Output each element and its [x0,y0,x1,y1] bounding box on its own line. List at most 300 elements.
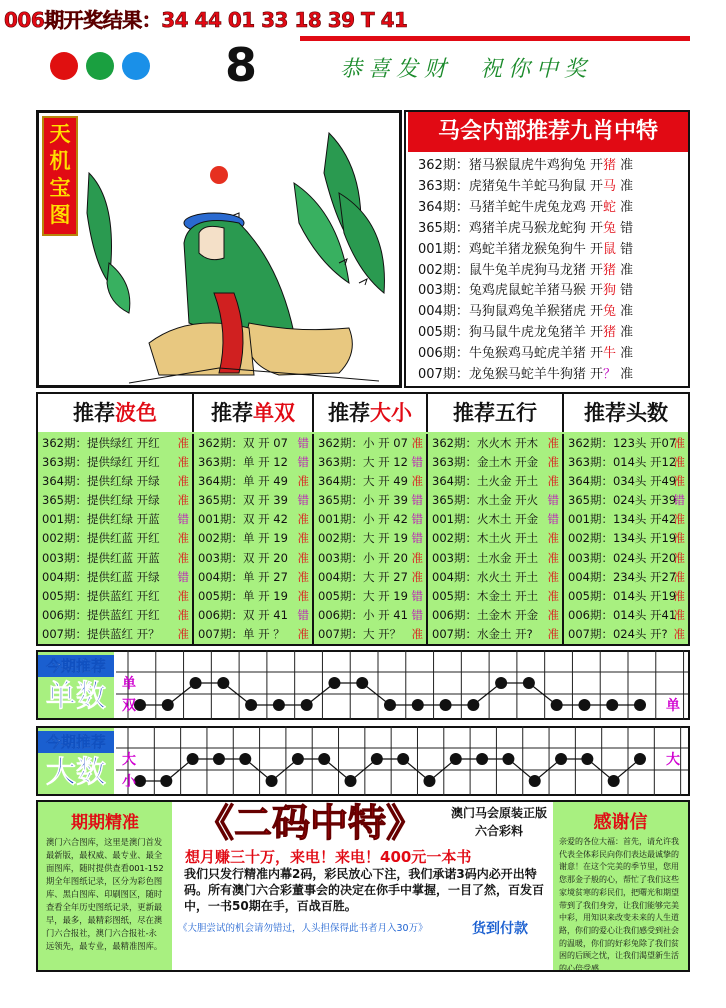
trend-point [523,677,535,689]
grid-row-mark: 准 [177,493,189,508]
grid-row-text: 362期：水火木 开木 [432,436,539,450]
grid-row-mark: 准 [547,455,559,470]
column-body [38,434,194,644]
column-header-a: 推荐 [328,401,370,425]
grid-row-mark: 准 [673,512,685,527]
column-header-b: 大小 [370,401,412,425]
grid-row-text: 363期：金土木 开金 [432,455,539,470]
trend-point [160,775,172,787]
zodiac-row-mark: 准 [615,178,634,194]
zodiac-row-hit: 猪 [602,262,616,278]
grid-row-mark: 错 [673,493,685,508]
sky-chart-label: 天机宝图 [42,116,78,236]
grid-row-text: 004期：234头 开27 [568,569,677,584]
grid-row-text: 007期：024头 开? [568,626,668,641]
grid-row-mark: 准 [177,626,189,641]
zodiac-row-hit: ？ [602,367,616,382]
grid-row-mark: 准 [411,626,423,641]
grid-row [428,625,562,644]
zodiac-row-mark: 错 [615,220,634,236]
grid-row-mark: 准 [177,455,189,470]
grid-row-mark: 准 [411,474,423,489]
trend-point [495,677,507,689]
grid-row-mark: 错 [177,512,189,527]
left-ad-text: 澳门六合图库，这里是澳门首发最新版，最权威、最专业、最全面图库，随时提供查看001-152期全年图纸记录，区分为彩色图库、黑白图库、印刷图区，随时查看全年历史图纸记录，更新最早，最多，最精彩图纸，尽在澳门六合报社，澳门六合报社-永远领先，最专业，最精准图库。 [46,837,164,951]
zodiac-row-hit: 兔 [602,220,616,236]
zodiac-row-hit: 鼠 [602,241,616,257]
trend-end-label: 大 [666,752,680,768]
column-body [564,434,688,644]
grid-row-text: 007期：提供蓝红 开？ [42,626,160,641]
grid-row-text: 362期：123头 开07 [568,436,677,450]
grid-row-mark: 准 [177,436,189,450]
big-small-label-main: 大数 [46,755,106,790]
grid-row-mark: 准 [673,474,685,489]
grid-row-text: 002期：提供红蓝 开红 [42,531,160,546]
left-ad-title: 期期精准 [71,813,139,833]
grid-row-text: 005期：大 开 19 [318,588,408,603]
grid-row [564,491,688,510]
grid-row-mark: 准 [547,569,559,584]
grid-row-text: 002期：木土火 开土 [432,531,539,546]
grid-row [38,587,192,606]
zodiac-row-text: 001期：鸡蛇羊猪龙猴兔狗牛 开 [418,241,603,257]
grid-row [314,606,426,625]
grid-row [314,625,426,644]
zodiac-row [418,343,633,364]
grid-row [564,453,688,472]
trend-point [384,699,396,711]
issue-number: 8 [225,38,258,92]
grid-row-mark: 准 [673,455,685,470]
grid-row-mark: 准 [297,531,309,546]
trend-point [356,677,368,689]
grid-row [194,587,312,606]
grid-row [38,625,192,644]
grid-row [564,587,688,606]
grid-row [38,434,192,453]
trend-point [476,753,488,765]
zodiac-row-mark: 准 [615,304,634,320]
grid-row-mark: 准 [297,569,309,584]
big-small-trend [116,726,688,796]
grid-row [194,491,312,510]
zodiac-row-mark: 准 [615,262,634,278]
grid-row-mark: 准 [297,550,309,565]
grid-row-text: 006期：014头 开41 [568,607,677,622]
trend-point [217,677,229,689]
blue-ball-icon [122,52,150,80]
grid-row-mark: 准 [177,474,189,489]
trend-point [578,699,590,711]
grid-row [38,529,192,548]
big-small-label [38,728,114,794]
zodiac-row-mark: 准 [615,346,634,362]
grid-row-mark: 准 [547,607,559,622]
trend-point [292,753,304,765]
odd-even-label-main: 单数 [46,679,106,714]
column-header [194,394,314,432]
trend-point [318,753,330,765]
column-header-a: 推荐头数 [584,401,668,425]
grid-row-text: 003期：小 开 20 [318,550,408,565]
grid-row-mark: 错 [177,569,189,584]
grid-row [194,568,312,587]
grid-row-text: 363期：单 开 12 [198,455,288,470]
grid-row-text: 362期：小 开 07 [318,436,408,450]
column-header-a: 推荐 [211,401,253,425]
grid-row-text: 003期：024头 开20 [568,550,677,565]
grid-row-text: 007期：单 开 ？ [198,626,285,641]
grid-row [314,549,426,568]
zodiac-row-hit: 兔 [602,304,616,320]
grid-row-mark: 错 [297,436,309,450]
grid-row-mark: 准 [673,531,685,546]
trend-point [467,699,479,711]
zodiac-row-hit: 蛇 [602,199,616,215]
grid-row-text: 001期：双 开 42 [198,512,288,527]
trend-point [187,753,199,765]
grid-row-text: 365期：水土金 开火 [432,493,539,508]
trend-point [634,699,646,711]
grid-row-text: 365期：双 开 39 [198,493,288,508]
grid-row-mark: 准 [673,550,685,565]
zodiac-row-text: 004期：马狗鼠鸡兔羊猴猪虎 开 [418,304,603,320]
trend-bottom-label: 双 [122,698,136,714]
column-body [194,434,314,644]
trend-bottom-label: 小 [122,774,136,790]
zodiac-row [418,364,633,385]
trend-point [606,699,618,711]
grid-row [194,453,312,472]
grid-row-mark: 准 [547,626,559,641]
zodiac-row-mark: 准 [615,158,634,173]
grid-row [564,625,688,644]
two-code-subtitle: 澳门马会原装正版六合彩料 [450,806,547,838]
zodiac-row [418,301,633,322]
grid-row-mark: 准 [673,436,685,450]
zodiac-row-text: 365期：鸡猪羊虎马猴龙蛇狗 开 [418,220,603,236]
grid-row-text: 004期：水火土 开土 [432,569,539,584]
grid-row-text: 005期：单 开 19 [198,588,288,603]
zodiac-row-text: 006期：牛兔猴鸡马蛇虎羊猪 开 [418,346,603,362]
grid-row-mark: 错 [411,607,423,622]
grid-row-mark: 准 [547,436,559,450]
grid-row-text: 005期：木金土 开土 [432,588,539,603]
grid-row [428,510,562,529]
trend-point [412,699,424,711]
grid-row [564,549,688,568]
grid-row-mark: 准 [177,550,189,565]
grid-row-mark: 错 [297,607,309,622]
two-code-title: 《二码中特》 [195,801,424,845]
odd-even-trend [116,650,688,720]
zodiac-row [418,197,633,218]
grid-row-text: 363期：提供绿红 开红 [42,455,160,470]
zodiac-row-hit: 狗 [602,283,616,299]
zodiac-row-hit: 猪 [602,158,616,173]
trend-point [245,699,257,711]
zodiac-row-mark: 错 [615,241,634,257]
grid-row-mark: 准 [177,588,189,603]
grid-row-text: 364期：大 开 49 [318,474,408,489]
grid-row [314,529,426,548]
grid-row [314,453,426,472]
grid-row-mark: 准 [297,626,309,641]
grid-row-text: 363期：大 开 12 [318,455,408,470]
trend-point [328,677,340,689]
header-rule [300,36,690,41]
grid-row-text: 363期：014头 开12 [568,455,677,470]
column-header [564,394,688,432]
grid-row [194,606,312,625]
slogan: 恭喜发财 祝你中奖 [340,57,593,82]
column-header [314,394,428,432]
zodiac-row-text: 362期：猪马猴鼠虎牛鸡狗兔 开 [418,158,603,173]
grid-row [194,549,312,568]
trend-point [239,753,251,765]
column-header-b: 波色 [115,401,157,425]
grid-row-mark: 准 [297,474,309,489]
grid-row-text: 001期：小 开 42 [318,512,408,527]
grid-row [314,510,426,529]
grid-row-text: 003期：提供红蓝 开蓝 [42,550,160,565]
grid-row-mark: 准 [547,531,559,546]
grid-row-mark: 错 [411,493,423,508]
grid-row-mark: 错 [297,493,309,508]
grid-row [38,510,192,529]
grid-row-mark: 错 [297,455,309,470]
grid-row-text: 001期：134头 开42 [568,512,677,527]
grid-row-text: 002期：大 开 19 [318,531,408,546]
grid-row-text: 365期：小 开 39 [318,493,408,508]
trend-point [266,775,278,787]
grid-row [428,549,562,568]
grid-row-mark: 准 [411,569,423,584]
zodiac-row-text: 364期：马猪羊蛇牛虎兔龙鸡 开 [418,199,603,215]
trend-point [301,699,313,711]
grid-row [38,491,192,510]
zodiac-row [418,155,633,176]
trend-end-label: 单 [666,698,680,714]
red-ball-icon [50,52,78,80]
grid-row-mark: 准 [547,474,559,489]
grid-row-mark: 准 [547,550,559,565]
grid-row [564,434,688,453]
grid-row-mark: 准 [177,607,189,622]
grid-row-text: 362期：提供绿红 开红 [42,436,160,450]
zodiac-row-text: 005期：狗马鼠牛虎龙兔猪羊 开 [418,325,603,341]
grid-row-mark: 错 [411,455,423,470]
zodiac-row-text: 007期：龙兔猴马蛇羊牛狗猪 开 [418,367,603,382]
grid-row-mark: 准 [547,588,559,603]
grid-row-text: 006期：小 开 41 [318,607,408,622]
trend-top-label: 大 [122,752,136,768]
grid-row [194,625,312,644]
grid-row [194,510,312,529]
grid-row-mark: 准 [177,531,189,546]
trend-point [345,775,357,787]
two-code-footnote: 《大胆尝试的机会请勿错过，人头担保得此书者月入30万》 [178,923,428,934]
grid-row-text: 364期：034头 开49 [568,474,677,489]
grid-row-mark: 错 [547,493,559,508]
green-ball-icon [86,52,114,80]
zodiac-row [418,260,633,281]
zodiac-row-hit: 马 [602,178,616,194]
trend-point [634,753,646,765]
grid-row [314,568,426,587]
trend-point [529,775,541,787]
two-code-body: 我们只发行精准内幕2码，彩民放心下注，我们承诺3码内必开出特码。所有澳门六合彩董事会的决定在你手中掌握，一目了然，百发百中，一书50期在手，百战百胜。 [184,867,545,913]
trend-point [608,775,620,787]
grid-row-text: 005期：提供蓝红 开红 [42,588,160,603]
grid-row-text: 006期：提供蓝红 开红 [42,607,160,622]
grid-row [564,510,688,529]
zodiac-row [418,322,633,343]
grid-row-mark: 准 [673,569,685,584]
grid-row [428,472,562,491]
result-line: 006期开奖结果：34 44 01 33 18 39 T 41 [4,8,408,32]
trend-point [581,753,593,765]
grid-row [428,568,562,587]
grid-row-mark: 错 [411,531,423,546]
two-code-slogan: 想月赚三十万，来电！来电！400元一本书 [185,848,472,866]
grid-row [428,606,562,625]
column-header-a: 推荐 [73,401,115,425]
thanks-letter-box [553,802,688,974]
thanks-letter-text: 亲爱的各位大福：首先，请允许我代表全体彩民向你们表达最诚挚的谢意！在这个完美的季节里，您用您那金子般的心，帮忙了我们这些家境贫寒的彩民们，把曙光和期望带到了我们身旁，让我们能够完美中彩，用知识来改变未来的人生道路，你们的爱心让我们感受到社会的温暖，你们的好彩兔除了我们贫困的后顾之忧，让我们渴望新生活的心倍受感 [559,837,679,974]
grid-row [314,472,426,491]
trend-point [440,699,452,711]
trend-point [273,699,285,711]
zodiac-row-hit: 牛 [602,346,616,362]
left-ad-box [38,802,172,970]
zodiac-row-text: 363期：虎猪兔牛羊蛇马狗鼠 开 [418,178,603,194]
grid-row [428,491,562,510]
odd-even-label [38,652,114,718]
column-body [314,434,428,644]
grid-row [194,472,312,491]
grid-row [564,568,688,587]
grid-row-mark: 准 [411,436,423,450]
grid-row [194,434,312,453]
fortune-picture-panel [36,110,402,388]
grid-row-mark: 错 [411,512,423,527]
grid-row-text: 006期：双 开 41 [198,607,288,622]
trend-point [423,775,435,787]
zodiac-row-mark: 准 [615,367,634,382]
trend-point [190,677,202,689]
grid-row-mark: 准 [297,588,309,603]
grid-row [38,472,192,491]
nine-zodiac-title: 马会内部推荐九肖中特 [408,112,688,152]
grid-row [428,587,562,606]
column-header-a: 推荐五行 [453,401,537,425]
grid-row [428,453,562,472]
trend-point [450,753,462,765]
column-body [428,434,564,644]
zodiac-row-mark: 错 [615,283,634,299]
trend-point [502,753,514,765]
zodiac-row [418,218,633,239]
grid-row-mark: 准 [673,607,685,622]
column-header [428,394,564,432]
grid-row-text: 007期：水金土 开? [432,626,533,641]
zodiac-row [418,239,633,260]
grid-row-mark: 错 [547,512,559,527]
zodiac-row-mark: 准 [615,199,634,215]
grid-row-text: 001期：提供红绿 开蓝 [42,512,160,527]
grid-row-text: 005期：014头 开19 [568,588,677,603]
grid-row-mark: 准 [411,550,423,565]
grid-row-mark: 准 [673,588,685,603]
grid-row-text: 003期：双 开 20 [198,550,288,565]
grid-row-text: 001期：火木土 开金 [432,512,539,527]
grid-row [38,549,192,568]
grid-row-text: 365期：提供红绿 开绿 [42,493,160,508]
grid-row-text: 004期：大 开 27 [318,569,408,584]
zodiac-row-hit: 猪 [602,325,616,341]
grid-row-text: 003期：土水金 开土 [432,550,539,565]
grid-row-text: 002期：134头 开19 [568,531,677,546]
grid-row-text: 002期：单 开 19 [198,531,288,546]
grid-row [314,434,426,453]
thanks-letter-title: 感谢信 [593,812,648,833]
grid-row [428,434,562,453]
grid-row [564,529,688,548]
grid-row [314,587,426,606]
trend-point [397,753,409,765]
grid-row [314,491,426,510]
trend-top-label: 单 [122,676,136,692]
grid-row [38,453,192,472]
grid-row [38,606,192,625]
zodiac-row-text: 003期：兔鸡虎鼠蛇羊猪马猴 开 [418,283,603,299]
grid-row-text: 362期：双 开 07 [198,436,288,450]
grid-row [428,529,562,548]
column-header-b: 单双 [253,401,295,425]
zodiac-row-text: 002期：鼠牛兔羊虎狗马龙猪 开 [418,262,603,278]
zodiac-row [418,280,633,301]
cash-on-delivery: 货到付款 [472,921,528,937]
trend-point [162,699,174,711]
odd-even-label-top: 今期推荐 [38,655,114,677]
grid-row-text: 004期：提供红蓝 开绿 [42,569,160,584]
trend-point [371,753,383,765]
grid-row-mark: 准 [673,626,685,641]
trend-point [213,753,225,765]
trend-point [551,699,563,711]
grid-row-text: 365期：024头 开39 [568,493,677,508]
grid-row [564,606,688,625]
grid-row-mark: 准 [297,512,309,527]
riding-sage-illustration [39,113,399,385]
grid-row-text: 007期：大 开？ [318,626,402,641]
grid-row-text: 364期：土火金 开土 [432,474,539,489]
grid-row-text: 364期：提供红绿 开绿 [42,474,160,489]
trend-point [555,753,567,765]
grid-row-text: 364期：单 开 49 [198,474,288,489]
zodiac-row-mark: 准 [615,325,634,341]
grid-row [38,568,192,587]
grid-row [194,529,312,548]
column-header [38,394,194,432]
grid-row-text: 006期：土金木 开金 [432,607,539,622]
grid-row-mark: 错 [411,588,423,603]
grid-row [564,472,688,491]
big-small-label-top: 今期推荐 [38,731,114,753]
grid-row-text: 004期：单 开 27 [198,569,288,584]
